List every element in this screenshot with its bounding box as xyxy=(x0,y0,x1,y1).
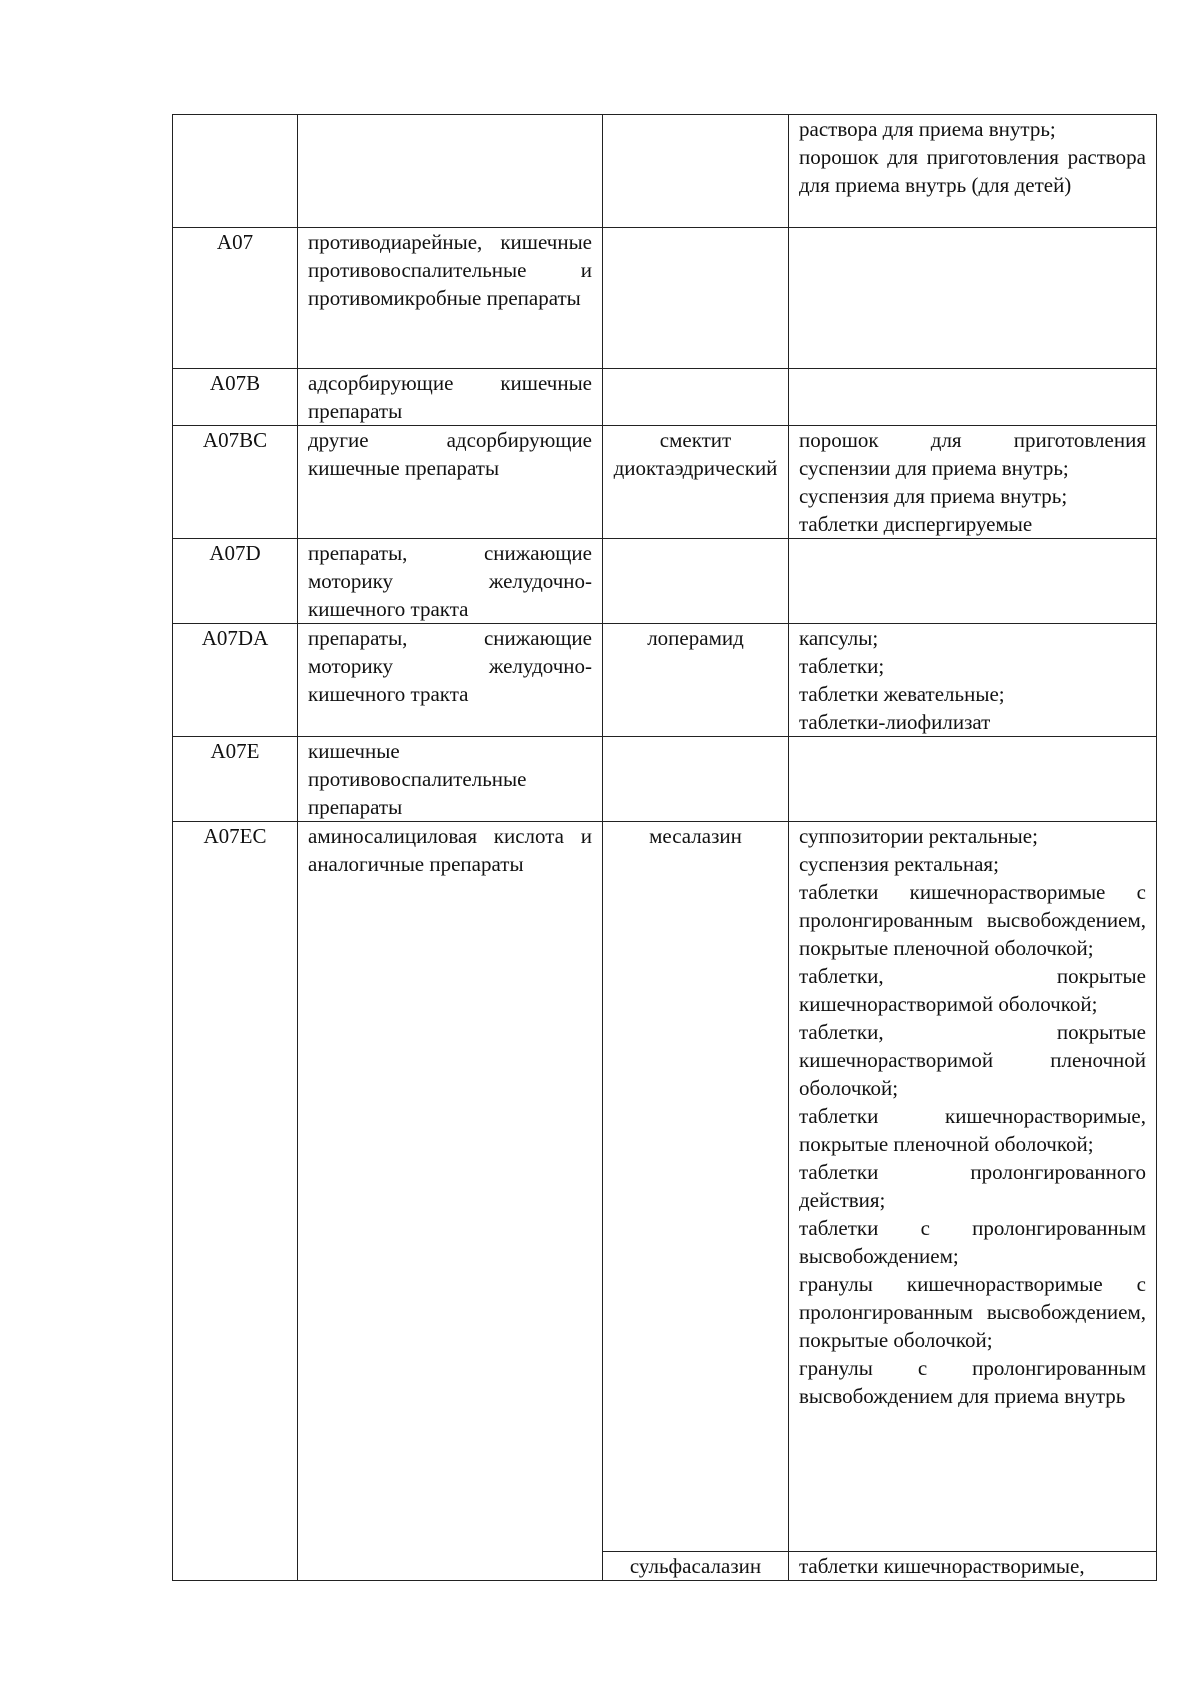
drug-name-cell: месалазин xyxy=(603,822,789,1552)
dosage-form: таблетки; xyxy=(799,654,885,678)
dosage-form: таблетки, покрытые кишечнорастворимой пленочной оболочкой; xyxy=(799,1020,1146,1100)
atc-code-cell: A07 xyxy=(173,228,298,369)
group-cell: кишечные противовоспалительные препараты xyxy=(298,737,603,822)
atc-code-cell: A07DA xyxy=(173,624,298,737)
atc-code-cell: A07EC xyxy=(173,822,298,1581)
atc-code-cell: A07B xyxy=(173,369,298,426)
drug-name-cell xyxy=(603,228,789,369)
drug-name-cell: смектит диоктаэдрический xyxy=(603,426,789,539)
dosage-form: порошок для приготовления раствора для приема внутрь (для детей) xyxy=(799,145,1146,197)
atc-code-cell: A07E xyxy=(173,737,298,822)
group-cell: препараты, снижающие моторику желудочно-кишечного тракта xyxy=(298,539,603,624)
dosage-form: суспензия для приема внутрь; xyxy=(799,484,1068,508)
dosage-form: таблетки-лиофилизат xyxy=(799,710,991,734)
drug-name-cell xyxy=(603,369,789,426)
dosage-form: раствора для приема внутрь; xyxy=(799,117,1056,141)
dosage-form: таблетки кишечнорастворимые, xyxy=(799,1554,1085,1578)
drug-name-cell xyxy=(603,539,789,624)
dosage-forms-cell xyxy=(789,822,1157,1552)
dosage-form: суппозитории ректальные; xyxy=(799,824,1038,848)
dosage-forms-cell xyxy=(789,737,1157,822)
drug-name-cell xyxy=(603,115,789,228)
drug-name-cell xyxy=(603,737,789,822)
atc-code-cell: A07D xyxy=(173,539,298,624)
atc-code-cell xyxy=(173,115,298,228)
group-cell xyxy=(298,115,603,228)
group-cell: препараты, снижающие моторику желудочно-кишечного тракта xyxy=(298,624,603,737)
dosage-form: капсулы; xyxy=(799,626,879,650)
drug-name-cell: сульфасалазин xyxy=(603,1552,789,1581)
table-row xyxy=(173,426,1157,539)
dosage-form: таблетки с пролонгированным высвобождением; xyxy=(799,1216,1146,1268)
dosage-form: таблетки, покрытые кишечнорастворимой оболочкой; xyxy=(799,964,1146,1016)
group-cell: аминосалициловая кислота и аналогичные препараты xyxy=(298,822,603,1581)
dosage-forms-cell xyxy=(789,228,1157,369)
dosage-form: таблетки жевательные; xyxy=(799,682,1005,706)
dosage-forms-cell xyxy=(789,1552,1157,1581)
table-row xyxy=(173,539,1157,624)
group-cell: противодиарейные, кишечные противовоспалительные и противомикробные препараты xyxy=(298,228,603,369)
dosage-forms-cell xyxy=(789,426,1157,539)
dosage-form: таблетки пролонгированного действия; xyxy=(799,1160,1146,1212)
group-cell: адсорбирующие кишечные препараты xyxy=(298,369,603,426)
dosage-forms-cell xyxy=(789,539,1157,624)
dosage-forms-cell xyxy=(789,369,1157,426)
table-row xyxy=(173,822,1157,1552)
table-row xyxy=(173,115,1157,228)
dosage-form: таблетки кишечнорастворимые, покрытые пленочной оболочкой; xyxy=(799,1104,1146,1156)
dosage-form: порошок для приготовления суспензии для приема внутрь; xyxy=(799,428,1146,480)
dosage-form: гранулы с пролонгированным высвобождением для приема внутрь xyxy=(799,1356,1146,1408)
atc-code-cell: A07BC xyxy=(173,426,298,539)
group-cell: другие адсорбирующие кишечные препараты xyxy=(298,426,603,539)
dosage-form: таблетки кишечнорастворимые с пролонгированным высвобождением, покрытые пленочной оболочкой; xyxy=(799,880,1146,960)
table-row xyxy=(173,737,1157,822)
table-row xyxy=(173,369,1157,426)
dosage-form: суспензия ректальная; xyxy=(799,852,999,876)
dosage-form: таблетки диспергируемые xyxy=(799,512,1033,536)
table-row xyxy=(173,228,1157,369)
drug-name-cell: лоперамид xyxy=(603,624,789,737)
dosage-forms-cell xyxy=(789,115,1157,228)
dosage-forms-cell xyxy=(789,624,1157,737)
dosage-form: гранулы кишечнорастворимые с пролонгированным высвобождением, покрытые оболочкой; xyxy=(799,1272,1146,1352)
table-row xyxy=(173,624,1157,737)
drug-table xyxy=(172,114,1157,1581)
